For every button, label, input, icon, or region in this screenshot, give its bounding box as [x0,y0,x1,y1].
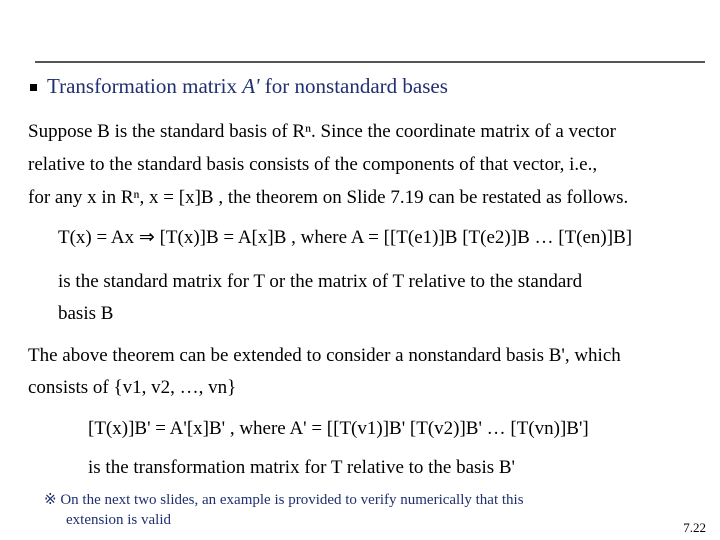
paragraph-line-6: The above theorem can be extended to consider a nonstandard basis B', which [28,345,621,366]
paragraph-line-3: for any x in Rⁿ, x = [x]B , the theorem on Slide 7.19 can be restated as follows. [28,187,629,208]
paragraph-line-5: basis B [58,303,114,324]
page-number: 7.22 [683,520,706,535]
note-symbol-icon: ※ [44,492,57,508]
paragraph-line-4: is the standard matrix for T or the matrix of T relative to the standard [58,271,583,292]
paragraph-line-7: consists of {v1, v2, …, vn} [28,377,237,398]
title-underline [35,61,705,63]
slide-title: Transformation matrix A' for nonstandard bases [30,74,448,99]
footnote: ※ On the next two slides, an example is provided to verify numerically that this extension is valid [44,492,524,528]
paragraph-line-2: relative to the standard basis consists of the components of that vector, i.e., [28,154,598,175]
paragraph-line-1: Suppose B is the standard basis of Rⁿ. Since the coordinate matrix of a vector [28,121,616,142]
paragraph-line-8: is the transformation matrix for T relative to the basis B' [88,457,515,478]
equation-standard-matrix: T(x) = Ax ⇒ [T(x)]B = A[x]B , where A = [[T(e1)]B [T(e2)]B … [T(en)]B] [58,227,633,248]
bullet-icon [30,84,37,91]
equation-transformation-matrix: [T(x)]B' = A'[x]B' , where A' = [[T(v1)]B' [T(v2)]B' … [T(vn)]B'] [88,418,589,439]
